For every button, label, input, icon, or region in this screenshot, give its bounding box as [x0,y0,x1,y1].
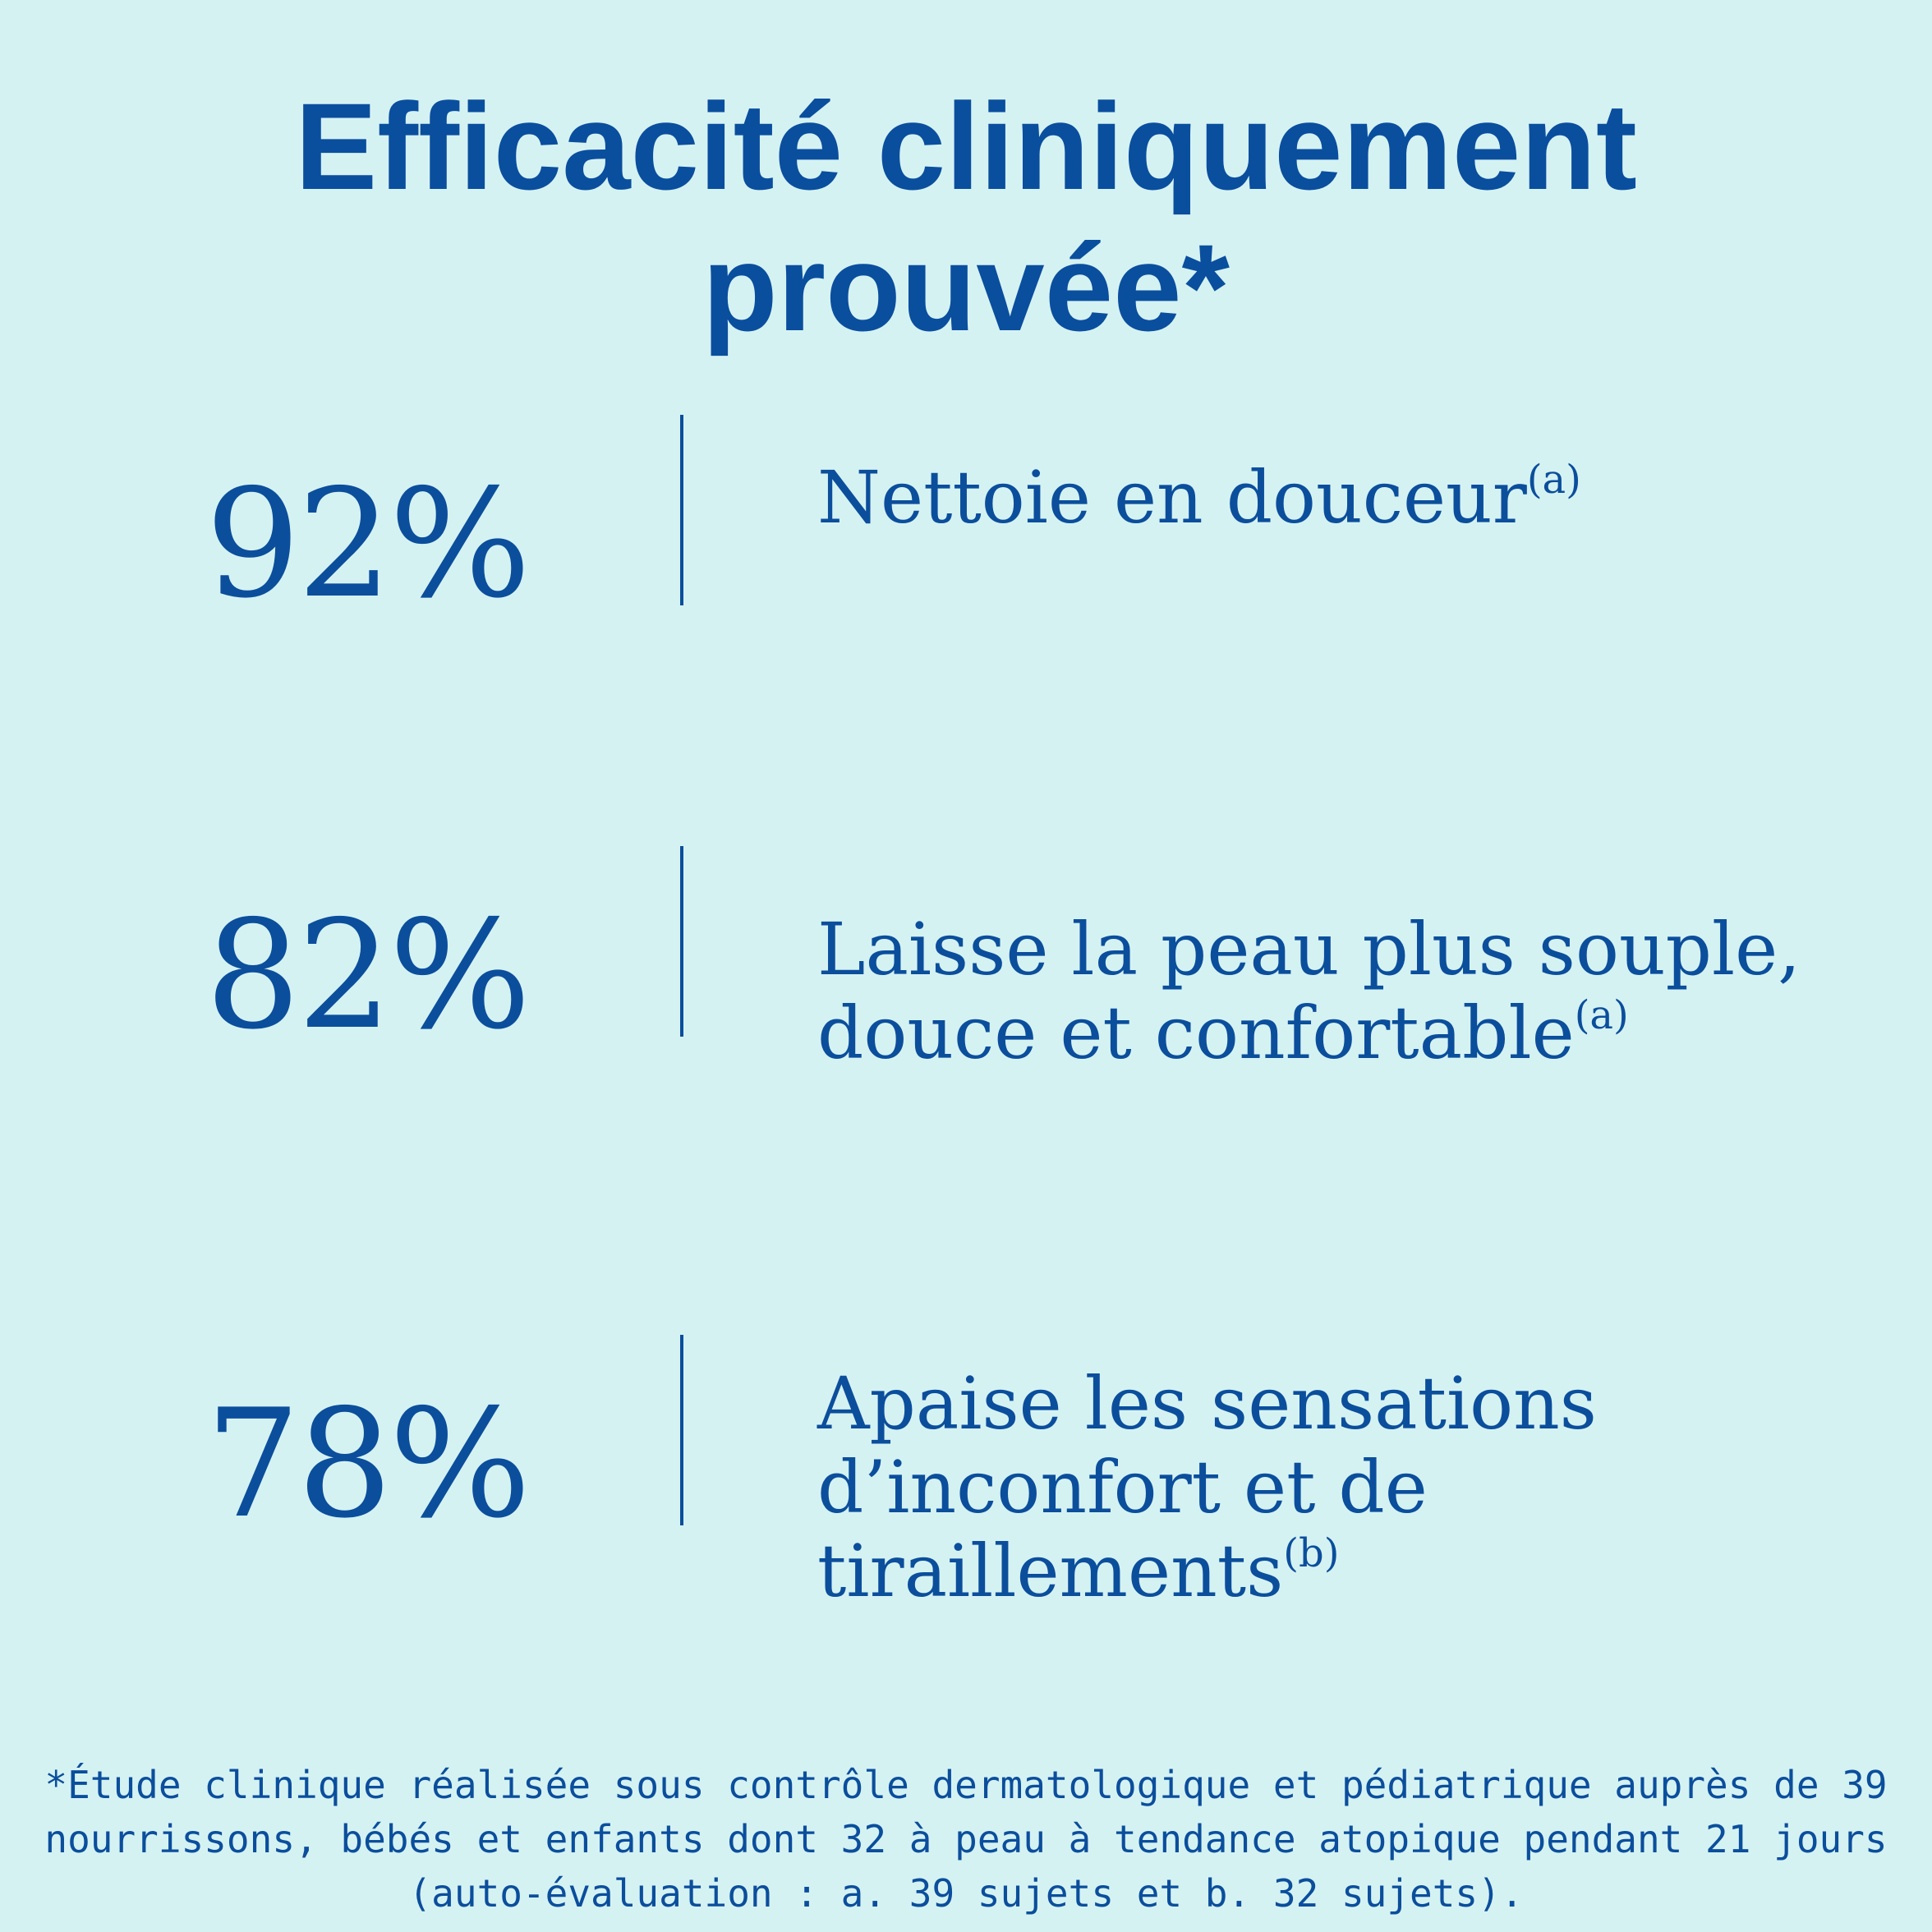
stat-reference: (a) [1526,457,1581,503]
stat-reference: (a) [1574,992,1629,1038]
page-title-line-1: Efficacité cliniquement [295,77,1637,215]
stat-divider [680,415,683,605]
footnote-line-3: (auto-évaluation : a. 39 sujets et b. 32 sujets). [408,1871,1524,1916]
stat-description-line: tiraillements [817,1529,1284,1613]
stat-percentage: 78% [205,1377,528,1551]
stat-divider [680,1335,683,1525]
stat-reference: (b) [1283,1530,1340,1576]
page-title [0,76,1932,358]
stat-percentage: 82% [205,888,528,1062]
stat-description-line: d’inconfort et de [817,1445,1428,1530]
footnote-line-1: *Étude clinique réalisée sous contrôle dermatologique et pédiatrique auprès de 39 [44,1763,1888,1807]
stat-description-line: Laisse la peau plus souple, [817,907,1801,991]
stat-description-line: Apaise les sensations [817,1361,1597,1446]
stat-divider [680,846,683,1037]
page-title-line-2: prouvée* [702,218,1230,356]
stat-description [817,1362,1885,1625]
stat-percentage: 92% [205,457,528,631]
stat-description-line: Nettoie en douceur [817,455,1527,540]
footnote-line-2: nourrissons, bébés et enfants dont 32 à peau à tendance atopique pendant 21 jours [44,1817,1888,1861]
stat-description [817,908,1885,1087]
stat-description [817,456,1885,551]
footnote [25,1758,1907,1920]
stat-description-line: douce et confortable [817,991,1575,1075]
